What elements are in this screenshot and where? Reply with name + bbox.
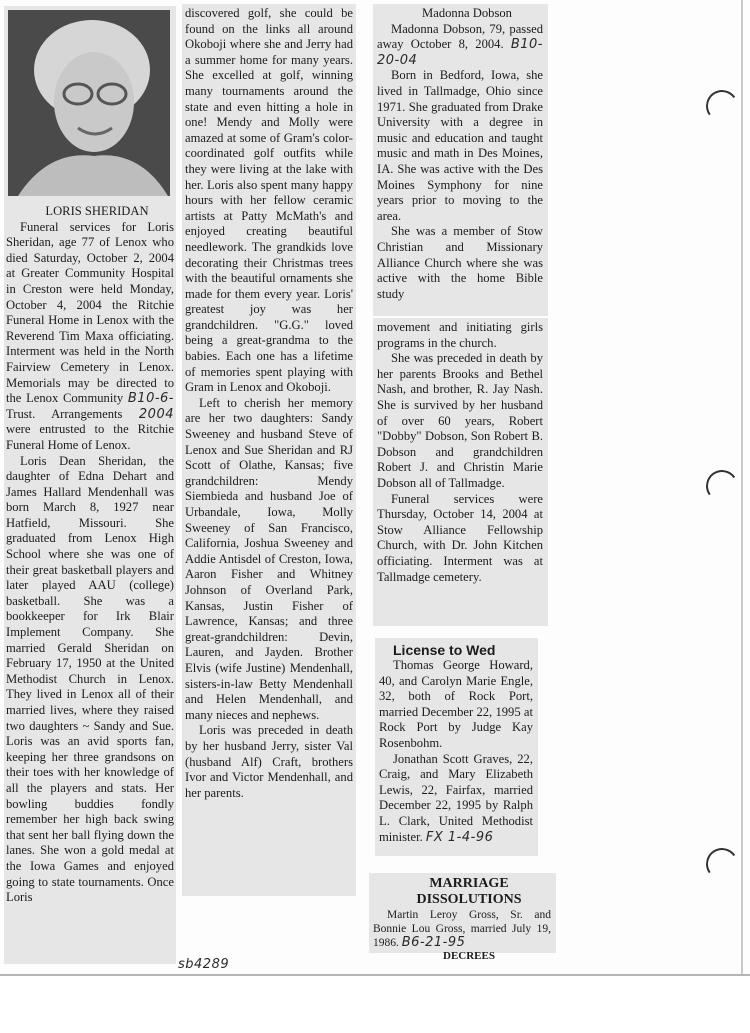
binder-hole (703, 845, 740, 882)
handwritten-stamp: sb4289 (178, 957, 230, 972)
paragraph: Funeral services for Loris Sheridan, age 77 of Lenox who died Saturday, October 2, 2004 at Greater Community Hospital in Creston were held Monday, October 4, 2004 the Ritchie Funeral Home in Lenox with the Reverend Tim Maxa officiating. Interment was held in the North Fairview Cemetery in Lenox. Memorials may be directed to the Lenox Community B10-6- Trust. Arrangements 2004 were entrusted to the Ritchie Funeral Home of Lenox. (6, 219, 174, 452)
obituary-title: LORIS SHERIDAN (45, 204, 149, 218)
page-bottom-edge (0, 974, 750, 976)
paragraph: discovered golf, she could be found on the links all around Okoboji where she and Jerry had a summer home for many years. She excelled at golf, winning many tournaments around the state and even hitting a hole in one! Mendy and Molly were amazed at some of Gram's color-coordinated golf outfits while they were living at the lake with her. Loris also spent many happy hours with her fellow ceramic artists at Patty McMath's and enjoyed creating beautiful needlework. The grandkids love decorating their Christmas trees with the beautiful ornaments she made for them every year. Loris' greatest joy was her grandchildren. "G.G." loved being a great-grandma to the babies. Each one has a lifetime of memories spent playing with Gram in Lenox and Okoboji. (185, 6, 353, 395)
paragraph: She was a member of Stow Christian and Missionary Alliance Church where she was active with the home Bible study (377, 224, 543, 301)
obituary-loris-col1 (4, 6, 176, 964)
handwritten-date: B6-21-95 (401, 935, 466, 950)
dissolutions-title-line1: MARRIAGE (429, 876, 509, 891)
dissolutions-title-line2: DISSOLUTIONS (416, 892, 522, 907)
license-to-wed-clipping (375, 638, 538, 856)
handwritten-date: FX 1-4-96 (425, 829, 494, 845)
paragraph: movement and initiating girls programs in the church. (377, 320, 543, 350)
license-entry: Jonathan Scott Graves, 22, Craig, and Mary Elizabeth Lewis, 22, Fairfax, married December 22, 1995 by Ralph L. Clark, United Methodist minister. FX 1-4-96 (379, 751, 533, 845)
paragraph: Loris Dean Sheridan, the daughter of Edna Dehart and James Hallard Mendenhall was born March 8, 1927 near Hatfield, Missouri. She graduated from Lenox High School where she was one of their great basketball players and later played AAU (college) basketball. She was a bookkeeper for Irk Blair Implement Company. She married Gerald Sheridan on February 17, 1950 at the United Methodist Church in Lenox. They lived in Lenox all of their married lives, where they raised two daughters ~ Sandy and Sue. Loris was an avid sports fan, keeping her three grandsons on their toes with her knowledge of all the players and stats. Her bowling buddies fondly remember her high back swing that sent her ball flying down the lanes. She won a gold medal at the Iowa Games and enjoyed going to state tournaments. Once Loris (6, 453, 174, 905)
paragraph: Funeral services were Thursday, October 14, 2004 at Stow Alliance Fellowship Church, with Dr. John Kitchen officiating. Interment was at Tallmadge cemetery. (377, 491, 543, 584)
handwritten-date: B10-6- (127, 391, 174, 407)
cutoff-heading: DECREES (443, 950, 495, 962)
page-edge (741, 0, 743, 975)
paragraph: She was preceded in death by her parents Brooks and Bethel Nash, and brother, R. Jay Nash. She is survived by her husband of over 60 years, Robert "Dobby" Dobson, Son Robert B. Dobson and grandchildren Robert J. and Christin Marie Dobson all of Tallmadge. (377, 351, 543, 490)
license-title: License to Wed (393, 642, 496, 658)
binder-hole (703, 87, 740, 124)
marriage-dissolutions-clipping (369, 873, 556, 962)
obituary-dobson-bottom (373, 318, 548, 626)
paragraph: Madonna Dobson, 79, passed away October 8, 2004. B10-20-04 (377, 21, 543, 68)
paragraph: Born in Bedford, Iowa, she lived in Tallmadge, Ohio since 1971. She graduated from Drake University with a degree in music and education and taught music and math in Des Moines, IA. She was active with the Des Moines Symphony for nine years prior to moving to the area. (377, 68, 543, 223)
obituary-title: Madonna Dobson (422, 6, 512, 20)
license-entry: Thomas George Howard, 40, and Carolyn Marie Engle, 32, both of Rock Port, married December 22, 1995 at Rock Port by Judge Kay Rosenbohm. (379, 658, 533, 750)
obituary-loris-col2 (182, 4, 356, 896)
handwritten-year: 2004 (138, 406, 174, 422)
portrait-photo (8, 10, 170, 196)
paragraph: Loris was preceded in death by her husband Jerry, sister Val (husband Alf) Craft, brothers Ivor and Victor Mendenhall, and her parents. (185, 723, 353, 800)
binder-hole (703, 467, 740, 504)
obituary-dobson-top (373, 4, 548, 316)
paragraph: Left to cherish her memory are her two daughters: Sandy Sweeney and husband Steve of Lenox and Sue Sheridan and RJ Scott of Olathe, Kansas; five grandchildren: Mendy Siembieda and husband Joe of Urbandale, Iowa, Molly Sweeney of San Francisco, California, Joshua Sweeney and Addie Antisdel of Creston, Iowa, Aaron Fisher and Whitney Johnson of Overland Park, Kansas, Justin Fisher of Lawrence, Kansas; and three great-grandchildren: Devin, Lauren, and Jayden. Brother Elvis (wife Justine) Mendenhall, sisters-in-law Betty Mendenhall and Helen Mendenhall, and many nieces and nephews. (185, 395, 353, 722)
dissolution-entry: Martin Leroy Gross, Sr. and Bonnie Lou Gross, married July 19, 1986. B6-21-95 (373, 909, 551, 950)
handwritten-date: B10-20-04 (377, 37, 543, 68)
